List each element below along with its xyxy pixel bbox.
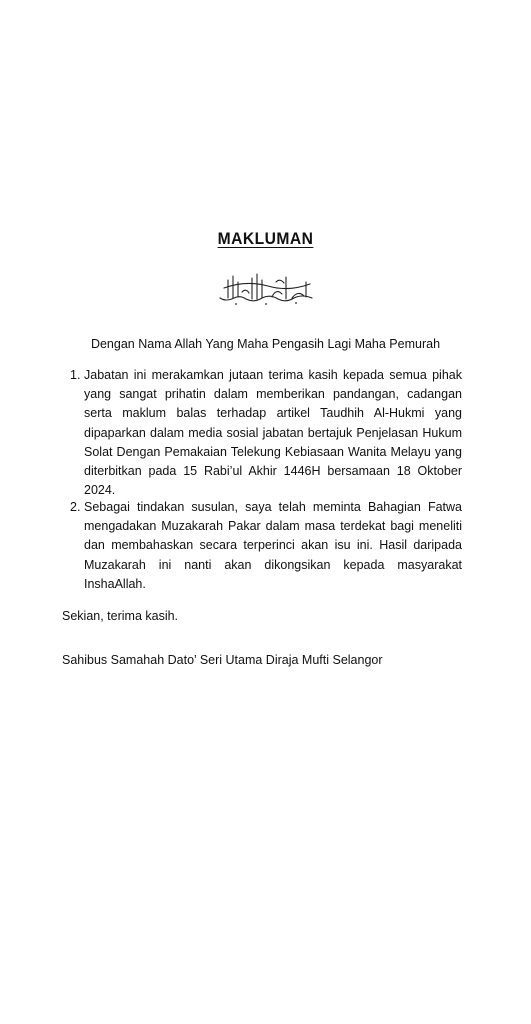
- list-item-number: 1.: [70, 368, 81, 382]
- closing-line: Sekian, terima kasih.: [62, 609, 179, 623]
- signature-line: Sahibus Samahah Dato’ Seri Utama Diraja Mufti Selangor: [62, 653, 383, 667]
- list-item: [62, 498, 462, 594]
- basmala-calligraphy: [216, 268, 316, 308]
- list-item: [62, 366, 462, 500]
- list-item-text: Sebagai tindakan susulan, saya telah meminta Bahagian Fatwa mengadakan Muzakarah Pakar dalam masa terdekat bagi meneliti dan membahaskan secara terperinci akan isu ini. Hasil daripada Muzakarah ini nanti akan dikongsikan kepada masyarakat InshaAllah.: [84, 500, 462, 591]
- list-item-number: 2.: [70, 500, 81, 514]
- list-item-text: Jabatan ini merakamkan jutaan terima kasih kepada semua pihak yang sangat prihatin dalam memberikan pandangan, cadangan serta maklum balas terhadap artikel Taudhih Al-Hukmi yang dipaparkan dalam media sosial jabatan bertajuk Penjelasan Hukum Solat Dengan Pemakaian Telekung Kebiasaan Wanita Melayu yang diterbitkan pada 15 Rabi’ul Akhir 1446H bersamaan 18 Oktober 2024.: [84, 368, 462, 498]
- document-title: MAKLUMAN: [217, 229, 314, 248]
- opening-line: Dengan Nama Allah Yang Maha Pengasih Lagi Maha Pemurah: [90, 337, 441, 351]
